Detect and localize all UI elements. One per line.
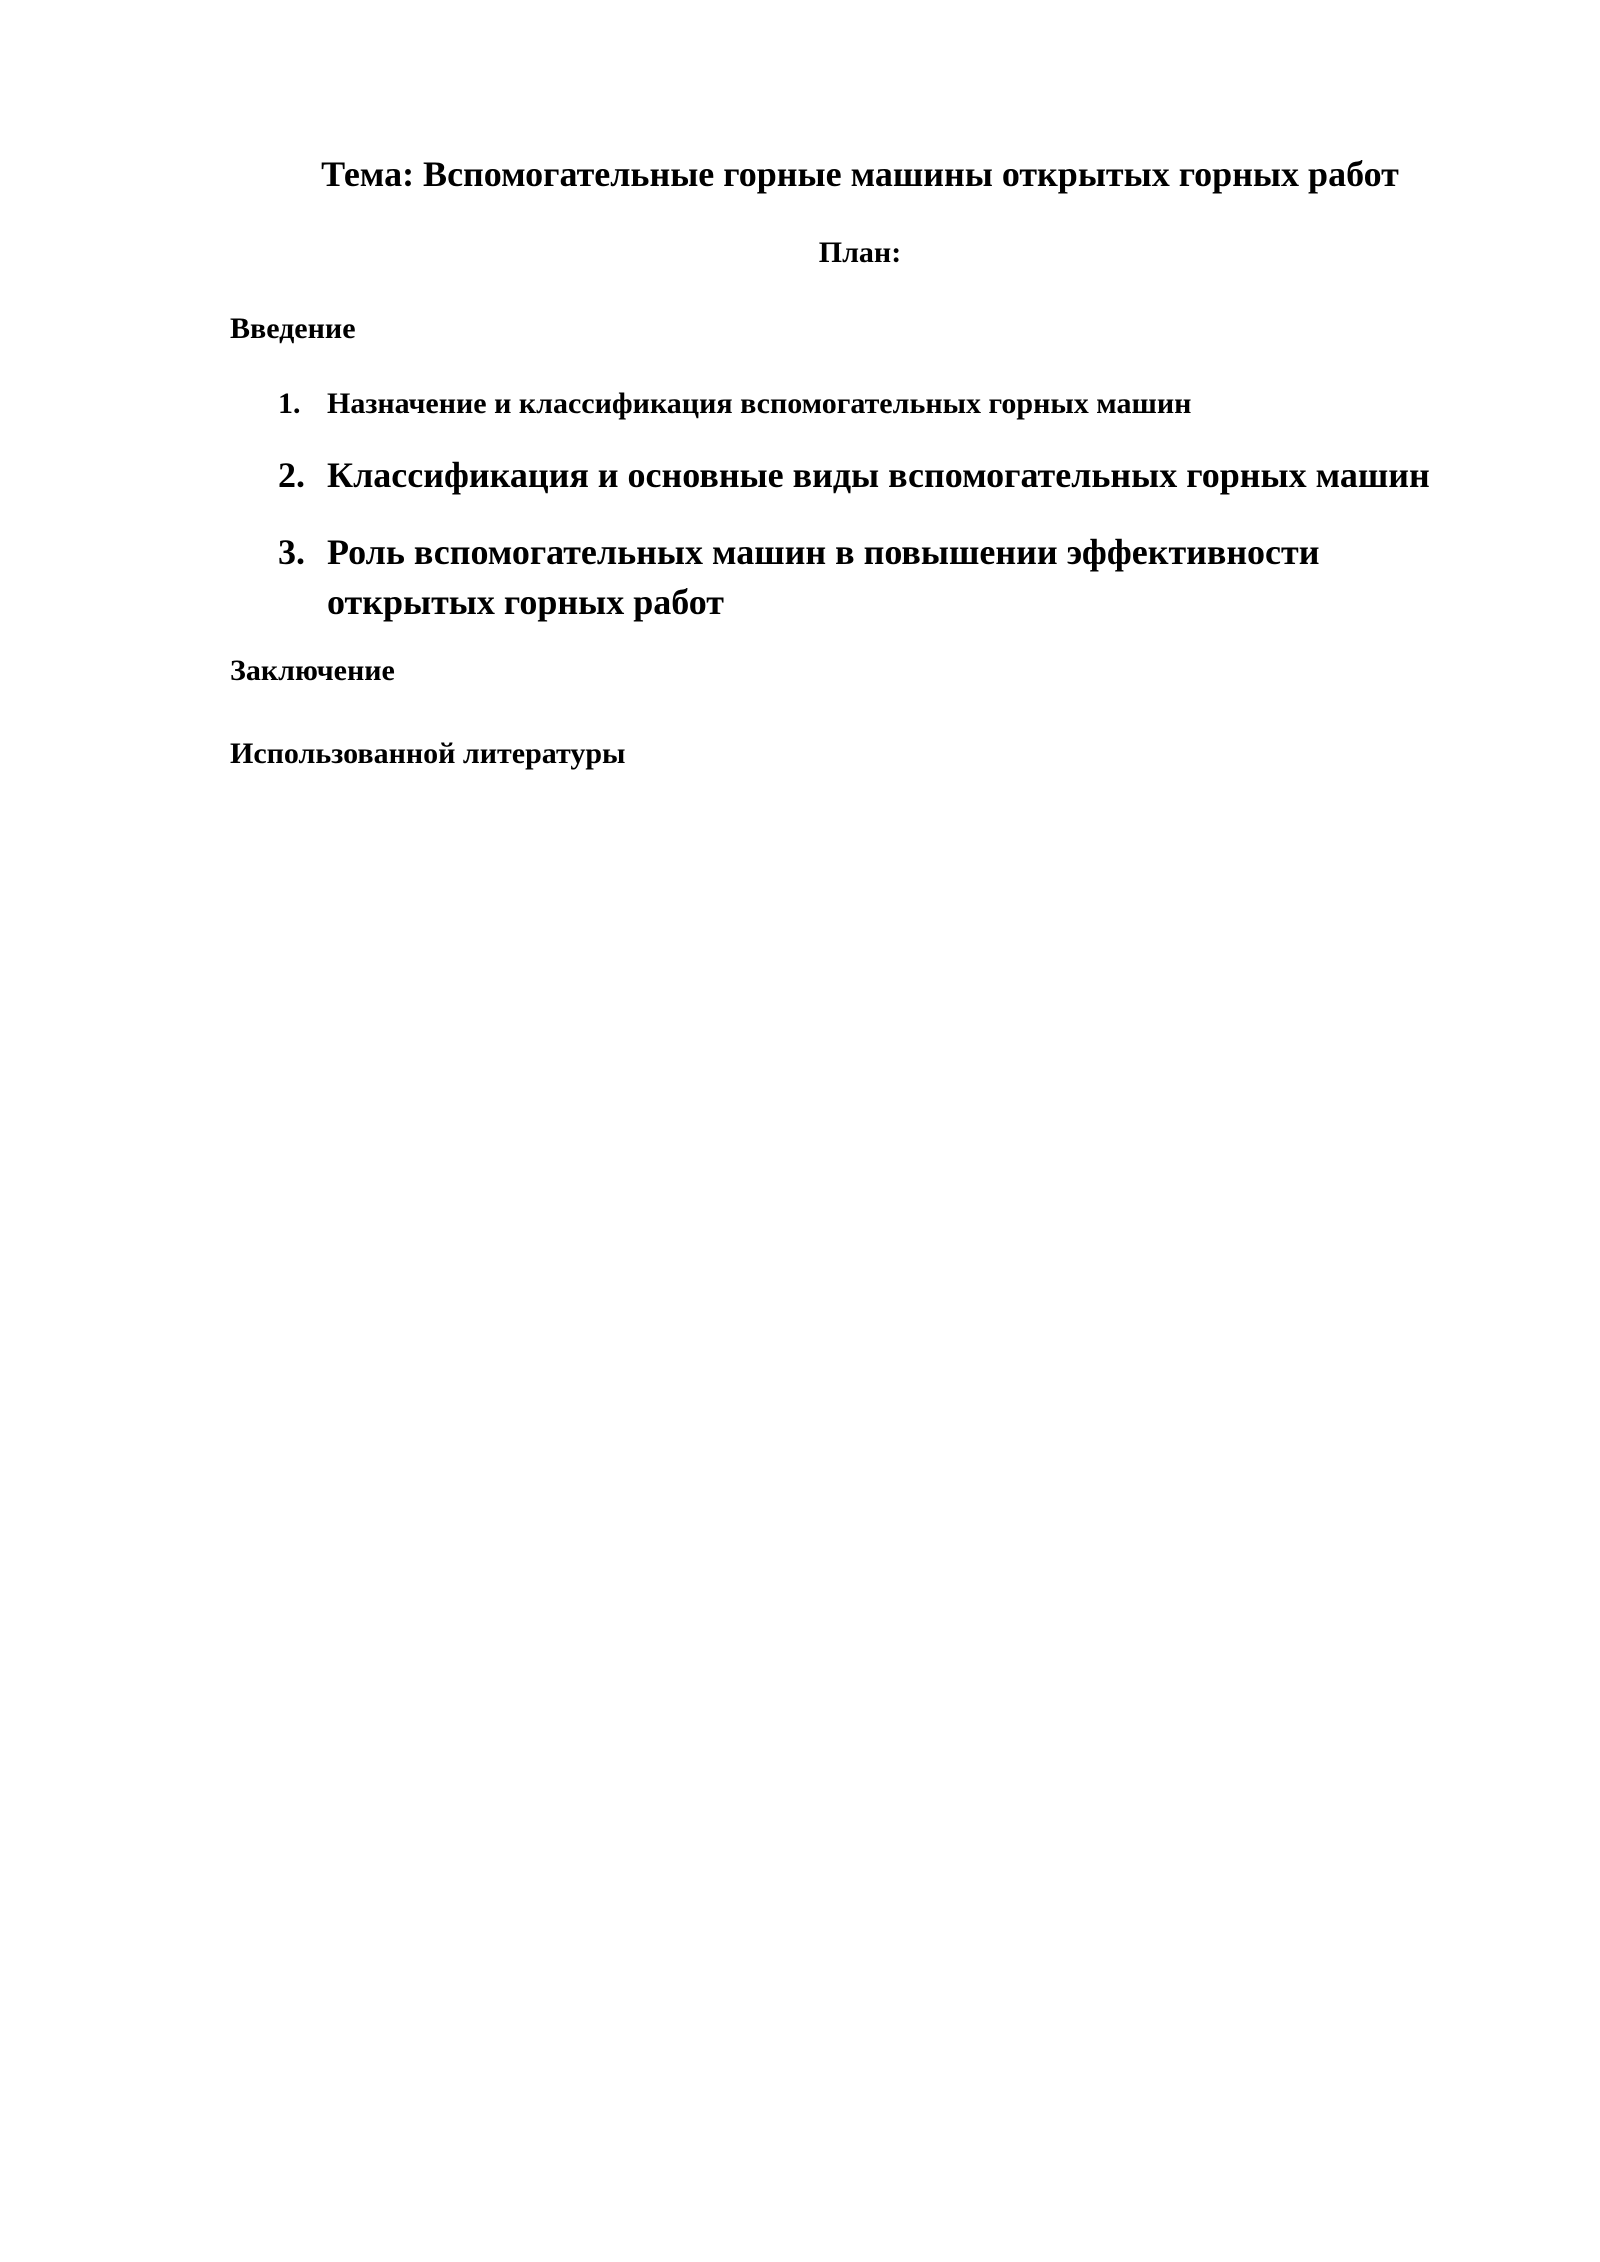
plan-item-text: Назначение и классификация вспомогательных горных машин [327,387,1192,420]
plan-heading: План: [818,236,902,269]
introduction-heading: Введение [230,312,356,345]
plan-item-number: 3. [278,532,305,572]
plan-item-number: 1. [278,387,301,420]
document-title: Тема: Вспомогательные горные машины открытых горных работ [321,154,1399,194]
references-heading: Использованной литературы [230,737,626,770]
plan-item-text: Роль вспомогательных машин в повышении эффективности открытых горных работ [327,532,1320,622]
conclusion-heading: Заключение [230,654,395,687]
plan-item-number: 2. [278,455,305,495]
plan-item-text: Классификация и основные виды вспомогательных горных машин [327,455,1430,495]
